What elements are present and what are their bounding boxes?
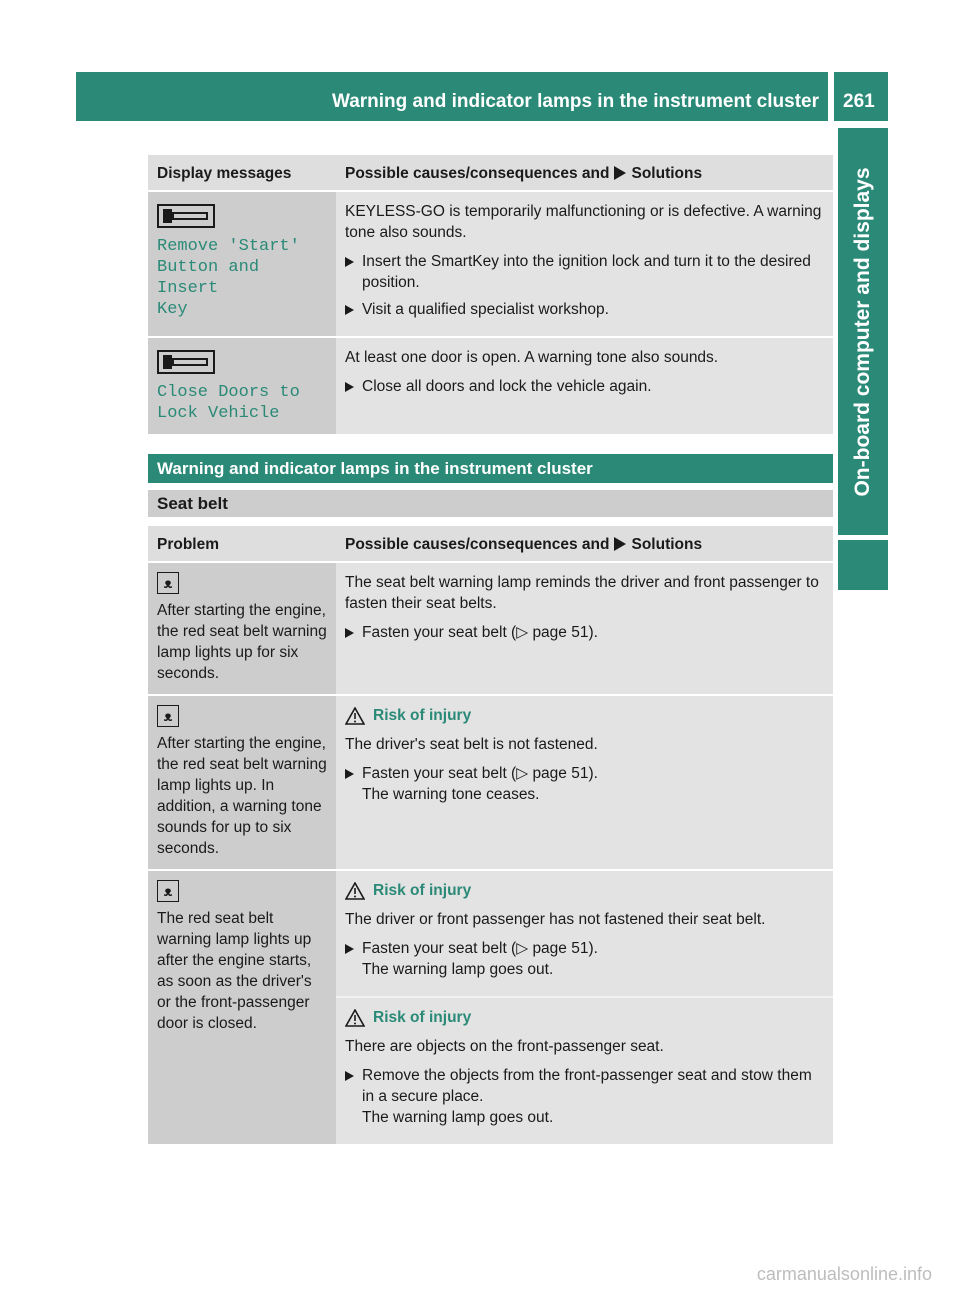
page-number: 261 [834,72,888,121]
problem-cell [148,695,336,870]
problem-cell [148,562,336,695]
table-row [148,337,833,434]
step-text: Fasten your seat belt (▷ page 51). [362,940,598,957]
column-header: Display messages [148,155,336,191]
step-text: Visit a qualified specialist workshop. [362,301,609,318]
message-cell [148,337,336,434]
problem-cell [148,870,336,1144]
step-arrow-icon [345,382,354,392]
table-row [148,562,833,695]
page-header [76,72,888,121]
cause-text: At least one door is open. A warning tone also sounds. [345,349,719,366]
seat-belt-icon: ᴥ [157,880,179,902]
column-header-prefix: Possible causes/consequences and [345,165,610,182]
seat-belt-icon: ᴥ [157,705,179,727]
seat-belt-icon: ᴥ [157,572,179,594]
problem-text: After starting the engine, the red seat belt warning lamp lights up for six seconds. [157,602,327,682]
column-header-prefix: Possible causes/consequences and [345,536,610,553]
warning-triangle-icon [345,1009,365,1027]
side-chapter-tab [838,128,888,535]
solution-step [345,938,824,980]
solution-cell [336,997,833,1144]
step-arrow-icon [345,305,354,315]
warning-label: Risk of injury [373,707,472,724]
table-row [148,695,833,870]
cause-text: There are objects on the front-passenger seat. [345,1038,664,1055]
arrow-icon [614,537,626,551]
display-message: Remove 'Start' Button and Insert Key [157,237,300,319]
table-header-row [148,526,833,562]
cause-text: The driver's seat belt is not fastened. [345,736,598,753]
step-arrow-icon [345,257,354,267]
smartkey-icon [157,204,215,228]
step-arrow-icon [345,944,354,954]
header-title: Warning and indicator lamps in the instrument cluster [76,72,828,121]
solution-step [345,299,824,320]
column-header: Problem [148,526,336,562]
solution-cell [336,337,833,434]
solution-cell [336,562,833,695]
warning-heading [345,880,824,901]
smartkey-icon [157,350,215,374]
solution-cell [336,870,833,997]
solution-step [345,622,824,643]
column-header [336,526,833,562]
solution-step [345,376,824,397]
warning-label: Risk of injury [373,1009,472,1026]
step-arrow-icon [345,628,354,638]
column-header-suffix: Solutions [631,165,703,182]
side-chapter-label: On-board computer and displays [851,166,874,497]
message-cell [148,191,336,337]
display-message: Close Doors to Lock Vehicle [157,383,300,423]
step-text: Insert the SmartKey into the ignition lock and turn it to the desired position. [362,253,811,291]
problem-text: The red seat belt warning lamp lights up after the engine starts, as soon as the driver's or the front-passenger door is closed. [157,910,312,1032]
step-arrow-icon [345,769,354,779]
column-header [336,155,833,191]
warning-label: Risk of injury [373,882,472,899]
solution-cell [336,191,833,337]
step-result: The warning lamp goes out. [362,961,554,978]
cause-text: The driver or front passenger has not fastened their seat belt. [345,911,766,928]
footer-text: carmanualsonline.info [756,1264,932,1284]
warning-heading [345,1007,824,1028]
cause-text: KEYLESS-GO is temporarily malfunctioning or is defective. A warning tone also sounds. [345,203,822,241]
solution-step [345,763,824,805]
step-text: Fasten your seat belt (▷ page 51). [362,765,598,782]
warning-heading [345,705,824,726]
subsection-title: Seat belt [148,490,833,517]
solution-step [345,1065,824,1128]
problem-text: After starting the engine, the red seat belt warning lamp lights up. In addition, a warning tone sounds for up to six seconds. [157,735,327,857]
side-tab-marker [838,540,888,590]
table-header-row [148,155,833,191]
table-row [148,870,833,997]
step-result: The warning lamp goes out. [362,1109,554,1126]
arrow-icon [614,166,626,180]
footer-watermark [0,1264,960,1285]
warning-triangle-icon [345,882,365,900]
step-arrow-icon [345,1071,354,1081]
table-row [148,191,833,337]
step-text: Fasten your seat belt (▷ page 51). [362,624,598,641]
solution-step [345,251,824,293]
step-result: The warning tone ceases. [362,786,540,803]
display-messages-table [148,155,833,434]
solution-cell [336,695,833,870]
warning-triangle-icon [345,707,365,725]
cause-text: The seat belt warning lamp reminds the driver and front passenger to fasten their seat belts. [345,574,819,612]
seat-belt-table [148,526,833,1144]
section-title: Warning and indicator lamps in the instrument cluster [148,454,833,483]
column-header-suffix: Solutions [631,536,703,553]
step-text: Remove the objects from the front-passenger seat and stow them in a secure place. [362,1067,812,1105]
step-text: Close all doors and lock the vehicle again. [362,378,652,395]
